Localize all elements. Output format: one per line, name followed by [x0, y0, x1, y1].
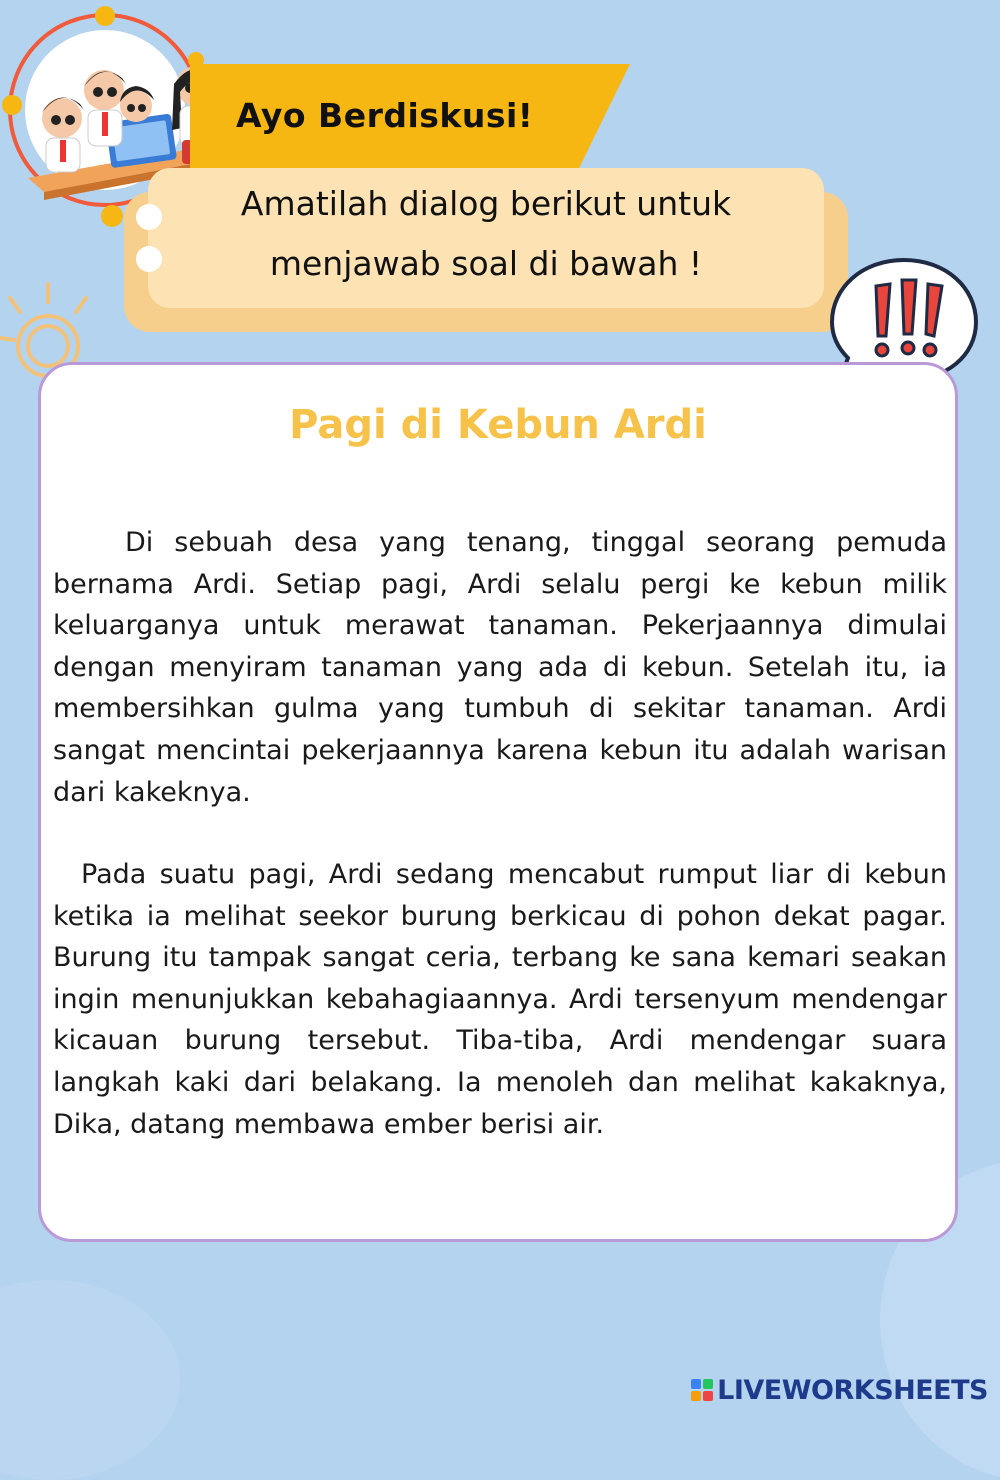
liveworksheets-logo	[691, 1374, 988, 1406]
logo-grid-icon	[691, 1379, 713, 1401]
story-paragraph: Pada suatu pagi, Ardi sedang mencabut rumput liar di kebun ketika ia melihat seekor burung berkicau di pohon dekat pagar. Burung itu tampak sangat ceria, terbang ke sana kemari seakan ingin menunjukkan kebahagiaannya. Ardi tersenyum mendengar kicauan burung tersebut. Tiba-tiba, Ardi mendengar suara langkah kaki dari belakang. Ia menoleh dan melihat kakaknya, Dika, datang membawa ember berisi air.	[53, 859, 947, 1140]
banner-title: Ayo Berdiskusi!	[236, 96, 534, 135]
instruction-line: menjawab soal di bawah !	[269, 244, 703, 283]
background-blob	[0, 1280, 180, 1480]
decorative-dot	[136, 246, 162, 272]
story-paragraph: Di sebuah desa yang tenang, tinggal seorang pemuda bernama Ardi. Setiap pagi, Ardi selalu pergi ke kebun milik keluarganya untuk merawat tanaman. Pekerjaannya dimulai dengan menyiram tanaman yang ada di kebun. Setelah itu, ia membersihkan gulma yang tumbuh di sekitar tanaman. Ardi sangat mencintai pekerjaannya karena kebun itu adalah warisan dari kakeknya.	[53, 527, 947, 808]
brand-name: LIVEWORKSHEETS	[717, 1374, 988, 1406]
decorative-dot	[136, 204, 162, 230]
story-title: Pagi di Kebun Ardi	[289, 402, 707, 448]
instruction-line: Amatilah dialog berikut untuk	[240, 184, 732, 223]
